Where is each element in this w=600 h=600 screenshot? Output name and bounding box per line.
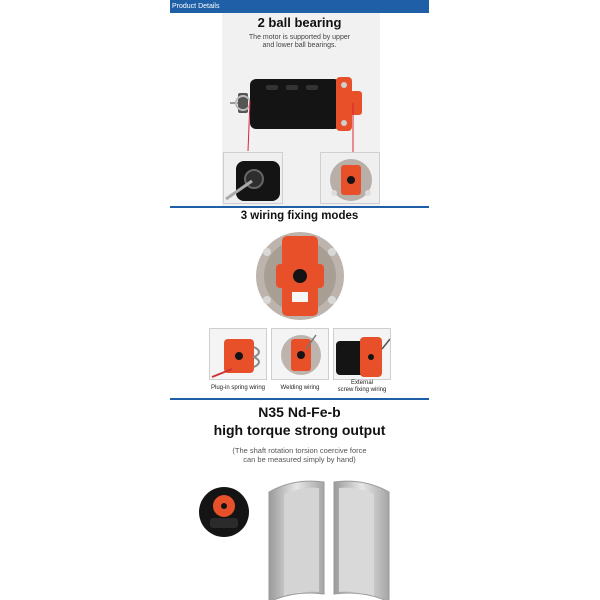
- bearing-title: 2 ball bearing: [257, 15, 342, 30]
- bearing-subtitle-line2: and lower ball bearings.: [262, 42, 337, 49]
- magnet-section: [170, 400, 429, 600]
- welding-wiring-label: Welding wiring: [280, 385, 320, 391]
- wiring-title: 3 wiring fixing modes: [240, 210, 359, 222]
- wiring-section: [170, 208, 429, 398]
- product-details-header: [170, 0, 429, 13]
- external-screw-wiring-thumbnail: [333, 328, 391, 380]
- magnet-note-line1: (The shaft rotation torsion coercive force: [232, 446, 367, 455]
- spring-wiring-label: Plug-in spring wiring: [210, 385, 266, 391]
- magnet-title-line2: high torque strong output: [213, 422, 386, 438]
- motor-end-round-thumbnail: [198, 486, 250, 538]
- header-title: Product Details: [172, 3, 220, 10]
- bearing-subtitle-line1: The motor is supported by upper: [248, 34, 351, 41]
- bearing-section: [170, 13, 429, 206]
- rear-bearing-thumbnail: [320, 152, 380, 204]
- welding-wiring-thumbnail: [271, 328, 329, 380]
- magnet-note-line2: can be measured simply by hand): [243, 455, 356, 464]
- bearing-pointer-lines: [170, 13, 429, 206]
- magnet-title-line1: N35 Nd-Fe-b: [258, 404, 341, 420]
- magnet-halves-image: [264, 480, 394, 600]
- external-screw-wiring-label: External screw fixing wiring: [337, 380, 387, 393]
- spring-wiring-thumbnail: [209, 328, 267, 380]
- motor-end-cap-image: [252, 230, 348, 322]
- front-bearing-thumbnail: [223, 152, 283, 204]
